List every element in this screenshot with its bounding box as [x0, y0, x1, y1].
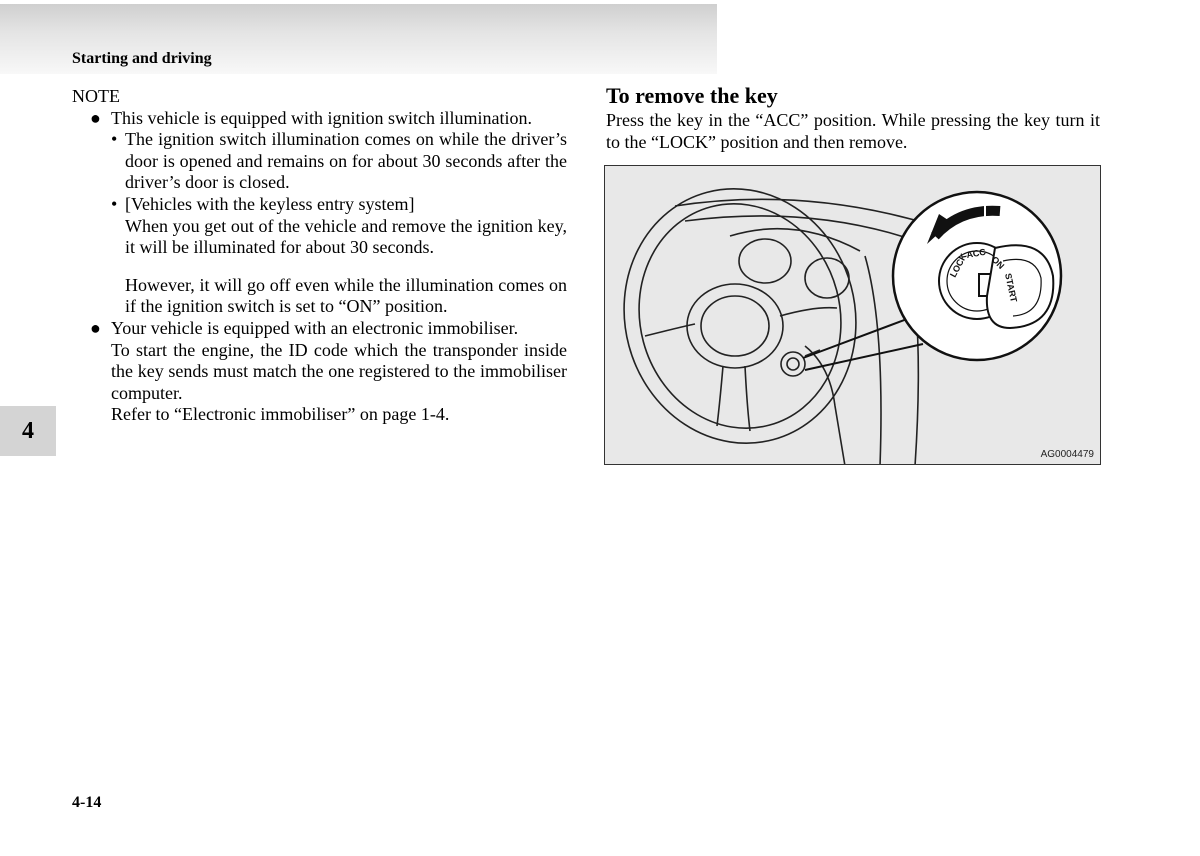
page-number: 4-14 — [72, 794, 102, 811]
sub-item-1 — [111, 129, 567, 194]
bullet-2-para-1: To start the engine, the ID code which the transponder inside the key sends must match the one registered to the immobiliser computer. — [111, 339, 567, 403]
chapter-tab: 4 — [0, 406, 56, 456]
sub-bullet-icon: • — [111, 129, 118, 150]
sub-item-1-text: The ignition switch illumination comes on while the driver’s door is opened and remains on for about 30 seconds after the driver’s door is closed. — [125, 129, 567, 193]
sub-item-2-text: When you get out of the vehicle and remove the ignition key, it will be illuminated for about 30 seconds. — [125, 215, 567, 258]
bullet-2-text: Your vehicle is equipped with an electronic immobiliser. — [111, 317, 519, 338]
sub-item-2 — [111, 194, 567, 216]
start-label: START — [1003, 272, 1019, 304]
bullet-1-text: This vehicle is equipped with ignition switch illumination. — [111, 107, 532, 128]
steering-ignition-illustration — [605, 166, 1101, 465]
bullet-dot-icon: ● — [90, 317, 101, 338]
remove-key-section — [606, 82, 1100, 153]
remove-key-heading: To remove the key — [606, 83, 778, 108]
sub-item-2-title: [Vehicles with the keyless entry system] — [125, 193, 415, 214]
remove-key-body: Press the key in the “ACC” position. While pressing the key turn it to the “LOCK” position and then remove. — [606, 110, 1100, 152]
note-section — [72, 86, 567, 426]
acc-label: ACC — [965, 246, 987, 260]
note-bullet-2 — [72, 318, 567, 426]
bullet-dot-icon: ● — [90, 107, 101, 128]
sub-bullet-icon: • — [111, 193, 118, 214]
ignition-figure — [604, 165, 1101, 465]
note-bullet-1 — [72, 108, 567, 318]
note-label: NOTE — [72, 86, 120, 106]
on-label: ON — [989, 254, 1007, 271]
section-title: Starting and driving — [72, 50, 212, 67]
figure-code: AG0004479 — [1040, 449, 1094, 460]
bullet-2-para-2: Refer to “Electronic immobiliser” on page 1-4. — [111, 404, 450, 425]
lock-label: LOCK — [947, 251, 969, 279]
sub-item-2-extra: However, it will go off even while the illumination comes on if the ignition switch is set to “ON” position. — [125, 274, 567, 317]
